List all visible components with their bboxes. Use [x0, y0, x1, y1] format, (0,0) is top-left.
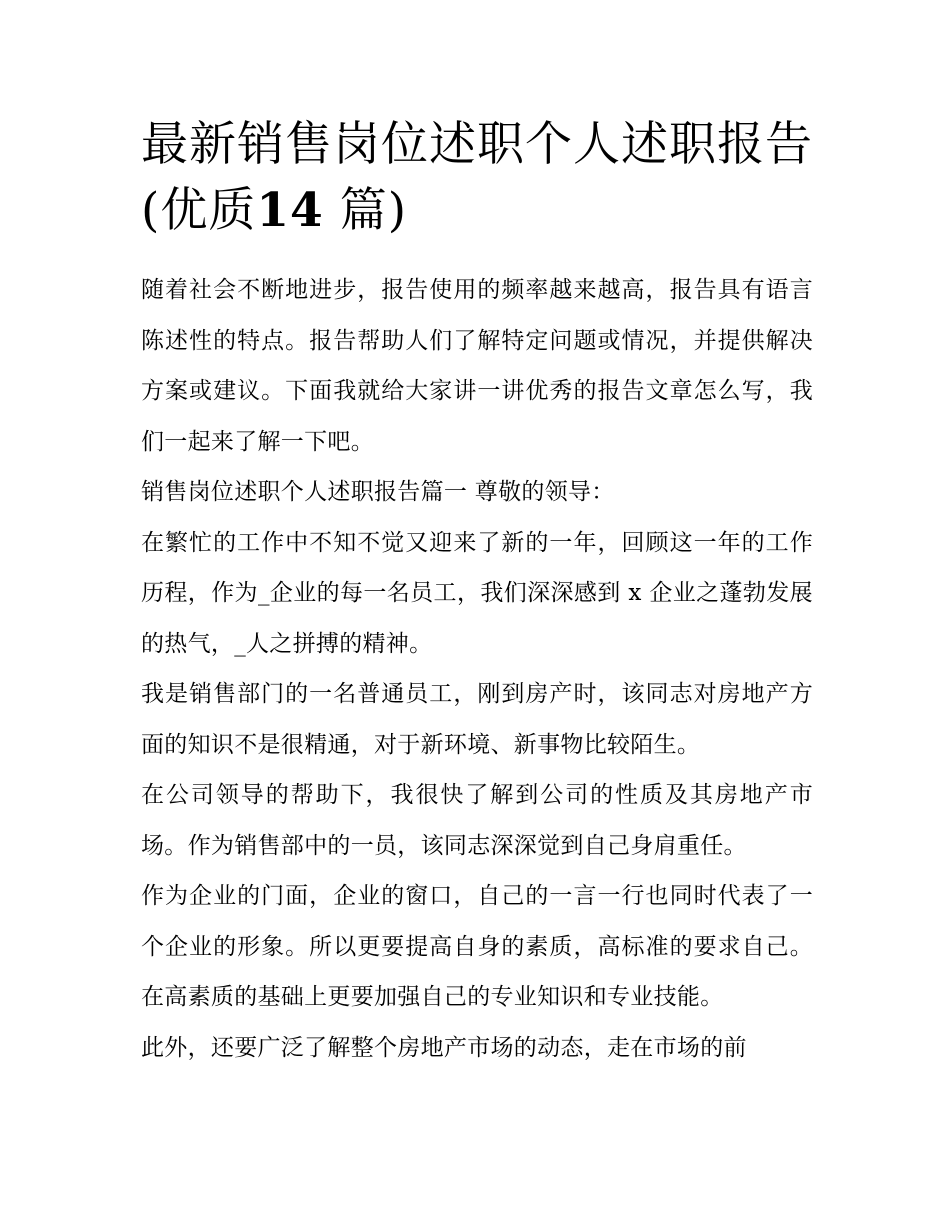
paragraph-body: 作为企业的门面，企业的窗口，自己的一言一行也同时代表了一个企业的形象。所以更要提高自身的素质，高标准的要求自己。在高素质的基础上更要加强自己的专业知识和专业技能。 — [141, 883, 813, 1010]
paragraph-body: 在繁忙的工作中不知不觉又迎来了新的一年，回顾这一年的工作历程，作为_企业的每一名员工，我们深深感到 x 企业之蓬勃发展的热气，_人之拼搏的精神。 — [141, 529, 813, 657]
paragraph-body: 我是销售部门的一名普通员工，刚到房产时，该同志对房地产方面的知识不是很精通，对于新环境、新事物比较陌生。 — [141, 681, 813, 758]
title-text: 最新销售岗位述职个人述职报告(优质 — [141, 117, 813, 238]
paragraph-body: 在公司领导的帮助下，我很快了解到公司的性质及其房地产市场。作为销售部中的一员，该同志深深觉到自己身肩重任。 — [141, 782, 813, 859]
title-suffix: 篇) — [339, 183, 408, 238]
paragraph-body: 此外，还要广泛了解整个房地产市场的动态，走在市场的前 — [141, 1034, 747, 1061]
paragraph-section-heading: 销售岗位述职个人述职报告篇一 尊敬的领导： — [141, 479, 615, 505]
paragraph-intro: 随着社会不断地进步，报告使用的频率越来越高，报告具有语言陈述性的特点。报告帮助人们了解特定问题或情况，并提供解决方案或建议。下面我就给大家讲一讲优秀的报告文章怎么写，我们一起来了解一下吧。 — [141, 277, 813, 455]
document-title — [141, 112, 813, 244]
title-number: 14 — [256, 183, 324, 238]
document-page — [141, 112, 813, 1073]
